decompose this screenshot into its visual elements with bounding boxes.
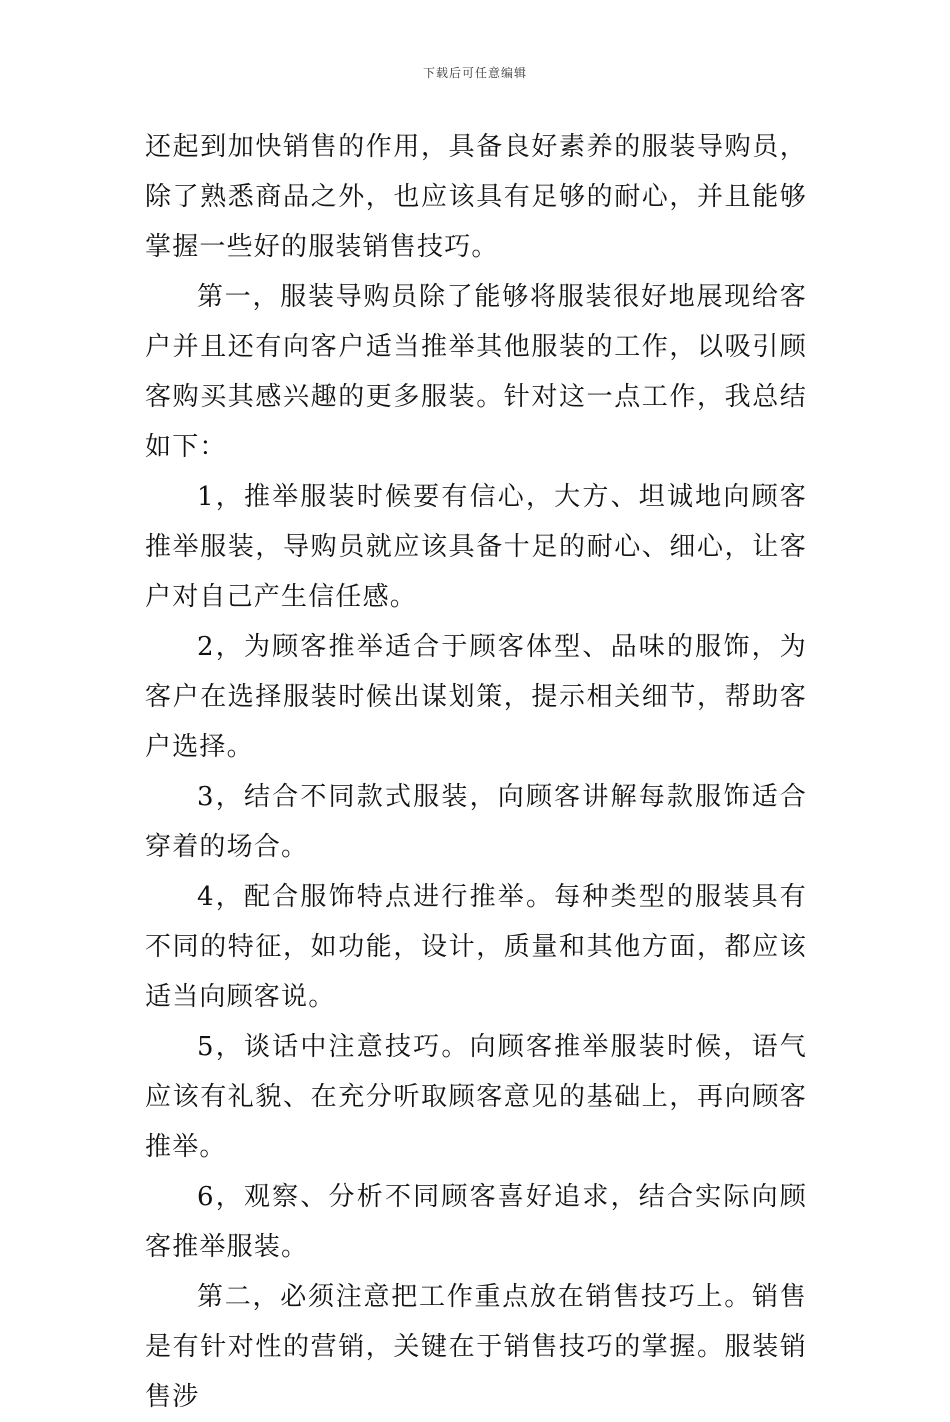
paragraph: 3，结合不同款式服装，向顾客讲解每款服饰适合穿着的场合。	[145, 782, 807, 862]
paragraph: 6，观察、分析不同顾客喜好追求，结合实际向顾客推举服装。	[145, 1182, 807, 1262]
page-header: 下载后可任意编辑	[422, 66, 527, 80]
paragraph: 第一，服装导购员除了能够将服装很好地展现给客户并且还有向客户适当推举其他服装的工作，以吸引顾客购买其感兴趣的更多服装。针对这一点工作，我总结如下：	[145, 282, 807, 462]
paragraph: 第二，必须注意把工作重点放在销售技巧上。销售是有针对性的营销，关键在于销售技巧的掌握。服装销售涉	[145, 1282, 807, 1412]
paragraph: 1，推举服装时候要有信心，大方、坦诚地向顾客推举服装，导购员就应该具备十足的耐心、细心，让客户对自己产生信任感。	[145, 482, 807, 612]
paragraph: 还起到加快销售的作用，具备良好素养的服装导购员，除了熟悉商品之外，也应该具有足够的耐心，并且能够掌握一些好的服装销售技巧。	[145, 132, 807, 262]
paragraph: 4，配合服饰特点进行推举。每种类型的服装具有不同的特征，如功能，设计，质量和其他方面，都应该适当向顾客说。	[145, 882, 807, 1012]
paragraph: 2，为顾客推举适合于顾客体型、品味的服饰，为客户在选择服装时候出谋划策，提示相关细节，帮助客户选择。	[145, 632, 807, 762]
document-body	[145, 122, 807, 1422]
paragraph: 5，谈话中注意技巧。向顾客推举服装时候，语气应该有礼貌、在充分听取顾客意见的基础上，再向顾客推举。	[145, 1032, 807, 1162]
